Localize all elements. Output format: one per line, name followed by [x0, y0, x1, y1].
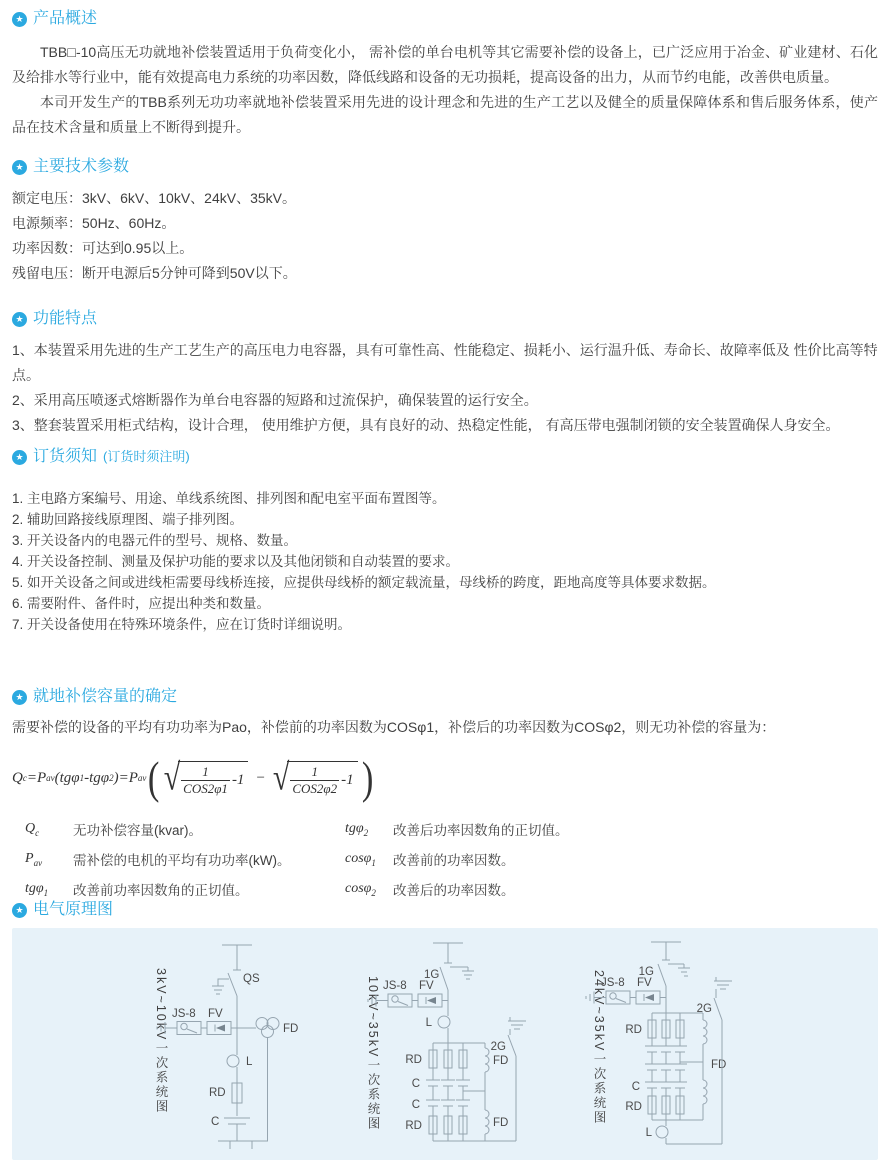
section-title-text: 功能特点 — [33, 310, 98, 327]
formula-paren-open: ( — [148, 752, 160, 803]
js8-fv-branch — [157, 1008, 237, 1035]
js8-counter — [388, 994, 412, 1007]
tech-param-item: 电源频率：50Hz、60Hz。 — [12, 215, 176, 231]
ordering-item: 3. 开关设备内的电器元件的型号、规格、数量。 — [12, 533, 298, 548]
label-c: C — [411, 1078, 420, 1090]
ground-icon — [212, 986, 224, 994]
radical-sign: √ — [163, 756, 181, 798]
formula-paren-close: ) — [361, 752, 374, 803]
section-schematic — [12, 899, 878, 1160]
tech-param-item: 残留电压：断开电源后5分钟可降到50V以下。 — [12, 265, 297, 281]
c-capacitor — [426, 1100, 470, 1106]
overview-paragraphs — [12, 40, 878, 140]
ground-icon — [714, 981, 732, 989]
fd-coil — [485, 1110, 489, 1134]
js8-counter — [177, 1022, 201, 1035]
label-qs: QS — [243, 973, 260, 985]
js8-counter — [606, 991, 630, 1004]
diagram-3kv-10kv — [157, 945, 298, 1149]
tech-params-list — [12, 186, 878, 286]
l-inductor — [646, 1120, 668, 1144]
formula-term: =P — [26, 769, 47, 786]
diagram-1-vertical-title: 3kV~10kV一次系统图 — [154, 968, 168, 1114]
fd-coils — [680, 1013, 726, 1120]
star-icon: ★ — [12, 450, 27, 465]
features-list — [12, 338, 878, 438]
section-overview — [12, 8, 878, 140]
c-capacitor — [211, 1116, 250, 1141]
section-ordering — [12, 446, 878, 635]
fv-arrow — [216, 1025, 225, 1032]
section-title-text: 主要技术参数 — [33, 158, 130, 175]
star-icon: ★ — [12, 160, 27, 175]
section-title-text: 就地补偿容量的确定 — [33, 688, 178, 705]
definition-row: $Q_c$ 无功补偿容量(kvar)。 — [25, 820, 202, 838]
ordering-item: 4. 开关设备控制、测量及保护功能的要求以及其他闭锁和自动装置的要求。 — [12, 554, 460, 569]
diagram-3-vertical-title: 24kV~35kV一次系统图 — [592, 970, 606, 1125]
formula-term: =P — [118, 769, 138, 786]
diagram-2-vertical-title: 10kV~35kV一次系统图 — [366, 976, 380, 1131]
ground-icon — [508, 1021, 526, 1029]
c-capacitor — [645, 1046, 687, 1052]
ground-icon — [157, 1022, 165, 1034]
js8-fv-branch — [586, 977, 666, 1004]
label-fd: FD — [493, 1055, 509, 1067]
label-c: C — [211, 1116, 220, 1128]
formula-term: ) — [113, 769, 119, 786]
label-1g: 1G — [638, 966, 654, 978]
section-title-overview — [12, 8, 878, 30]
definition-row: tgφ$_1$ 改善前功率因数角的正切值。 — [25, 880, 249, 898]
section-title-text: 订货须知 — [33, 448, 98, 465]
section-features — [12, 308, 878, 438]
label-l: L — [645, 1127, 652, 1139]
section-title-ordering — [12, 446, 878, 468]
label-fd: FD — [711, 1059, 727, 1071]
c-capacitor — [645, 1064, 687, 1070]
formula-sqrt-1: √ $\frac{1}{\text{COS2φ1}}$ -1 — [164, 761, 249, 796]
label-js8: JS-8 — [172, 1008, 196, 1020]
feature-item: 2、采用高压喷逐式熔断器作为单台电容器的短路和过流保护，确保装置的运行安全。 — [12, 392, 538, 408]
label-2g: 2G — [696, 1003, 712, 1015]
label-2g: 2G — [490, 1041, 506, 1053]
diagram-24kv-35kv — [586, 942, 732, 1144]
section-title-tech-params — [12, 156, 878, 178]
definition-row: tgφ$_2$ 改善后功率因数角的正切值。 — [345, 820, 569, 838]
label-rd: RD — [405, 1054, 422, 1066]
compensation-formula: Q c =P av (tgφ 1 -tgφ 2 ) =P av ( √ $\frac{1}{\text{COS2φ1}}$ -1 − √ $\frac{1}{\text{COS2φ2}}$ -1 ) — [12, 752, 374, 803]
section-title-features — [12, 308, 878, 330]
definition-row: cosφ$_1$ 改善前的功率因数。 — [345, 850, 515, 868]
qs-switch — [212, 973, 260, 996]
radical-sign: √ — [272, 756, 290, 798]
feature-item: 3、整套装置采用柜式结构，设计合理， 使用维护方便，具有良好的动、热稳定性能， 有高压带电强制闭锁的安全装置确保人身安全。 — [12, 417, 840, 433]
section-title-compensation — [12, 686, 878, 708]
ordering-item: 1. 主电路方案编号、用途、单线系统图、排列图和配电室平面布置图等。 — [12, 491, 446, 506]
ordering-list — [12, 488, 878, 635]
section-title-text: 产品概述 — [33, 10, 98, 27]
label-rd: RD — [625, 1024, 642, 1036]
tech-param-item: 功率因数：可达到0.95以上。 — [12, 240, 194, 256]
ordering-item: 5. 如开关设备之间或进线柜需要母线桥连接，应提供母线桥的额定载流量，母线桥的跨度，距地高度等具体要求数据。 — [12, 575, 716, 590]
label-js8: JS-8 — [383, 980, 407, 992]
diagram-10kv-35kv — [368, 943, 526, 1141]
definition-row: $P_{av}$ 需补偿的电机的平均有功功率(kW)。 — [25, 850, 291, 868]
label-rd: RD — [625, 1101, 642, 1113]
star-icon: ★ — [12, 690, 27, 705]
bus-top — [433, 943, 463, 963]
star-icon: ★ — [12, 312, 27, 327]
fv-arrow — [427, 997, 436, 1004]
label-1g: 1G — [424, 969, 440, 981]
section-title-schematic — [12, 899, 878, 921]
ground-icon — [368, 995, 376, 1007]
label-fd: FD — [493, 1117, 509, 1129]
ordering-item: 2. 辅助回路接线原理图、端子排列图。 — [12, 512, 244, 527]
label-fv: FV — [208, 1008, 223, 1020]
schematic-panel — [12, 928, 878, 1160]
rd-fuse — [209, 1080, 242, 1116]
formula-term: Q — [12, 769, 23, 786]
capacitor-branches — [625, 1013, 703, 1120]
label-rd: RD — [209, 1087, 226, 1099]
label-fv: FV — [419, 980, 434, 992]
fv-arrow — [645, 994, 654, 1001]
definition-row: cosφ$_2$ 改善后的功率因数。 — [345, 880, 515, 898]
tech-param-item: 额定电压：3kV、6kV、10kV、24kV、35kV。 — [12, 190, 296, 206]
label-fv: FV — [637, 977, 652, 989]
c-capacitor — [426, 1080, 470, 1086]
bus-top — [222, 945, 252, 970]
fd-coils — [463, 1043, 508, 1141]
label-l: L — [246, 1056, 253, 1068]
label-fd: FD — [283, 1023, 299, 1035]
section-compensation — [12, 686, 878, 904]
ordering-item: 7. 开关设备使用在特殊环境条件，应在订货时详细说明。 — [12, 617, 352, 632]
star-icon: ★ — [12, 903, 27, 918]
formula-term: (tgφ — [54, 769, 80, 786]
formula-minus: − — [256, 769, 265, 786]
overview-paragraph: 本司开发生产的TBB系列无功功率就地补偿装置采用先进的设计理念和先进的生产工艺以及健全的质量保障体系和售后服务体系，使产品在技术含量和质量上不断得到提升。 — [12, 94, 878, 135]
c-capacitor — [645, 1082, 687, 1088]
section-title-text: 电气原理图 — [33, 901, 114, 918]
ground-icon — [586, 992, 594, 1004]
fd-coil — [485, 1048, 489, 1072]
label-c: C — [631, 1081, 640, 1093]
l-inductor — [227, 1055, 253, 1080]
js8-fv-branch — [368, 980, 448, 1007]
ground-icon — [678, 968, 690, 976]
overview-paragraph: TBB□-10高压无功就地补偿装置适用于负荷变化小， 需补偿的单台电机等其它需要补偿的设备上，已广泛应用于冶金、矿业建材、石化及给排水等行业中，能有效提高电力系统的功率因数，降低线路和设备的无功损耗，提高设备的出力，从而节约电能，改善供电质量。 — [12, 44, 878, 85]
star-icon: ★ — [12, 12, 27, 27]
capacitor-branches — [405, 1043, 485, 1141]
bus-top — [651, 942, 681, 960]
label-js8: JS-8 — [601, 977, 625, 989]
ordering-item: 6. 需要附件、备件时，应提出种类和数量。 — [12, 596, 271, 611]
ground-icon — [462, 971, 474, 979]
fd-coil — [703, 1020, 707, 1044]
label-l: L — [425, 1017, 432, 1029]
fd-branch — [237, 1018, 298, 1142]
formula-term: -tgφ — [84, 769, 110, 786]
section-tech-params — [12, 156, 878, 286]
bus-bottom — [218, 1141, 268, 1149]
formula-sqrt-2: √ $\frac{1}{\text{COS2φ2}}$ -1 — [273, 761, 358, 796]
fd-device — [256, 1018, 268, 1030]
circuit-diagrams-svg — [12, 928, 878, 1160]
label-rd: RD — [405, 1120, 422, 1132]
fd-coil — [703, 1080, 707, 1104]
compensation-intro: 需要补偿的设备的平均有功功率为Pao，补偿前的功率因数为COSφ1，补偿后的功率因数为COSφ2，则无功补偿的容量为： — [12, 719, 776, 735]
section-subtitle-text: (订货时须注明) — [103, 449, 190, 464]
feature-item: 1、本装置采用先进的生产工艺生产的高压电力电容器，具有可靠性高、性能稳定、损耗小、运行温升低、寿命长、故障率低及 性价比高等特点。 — [12, 342, 878, 383]
label-c: C — [411, 1099, 420, 1111]
symbol-definitions — [25, 814, 878, 904]
l-inductor — [426, 1013, 450, 1043]
